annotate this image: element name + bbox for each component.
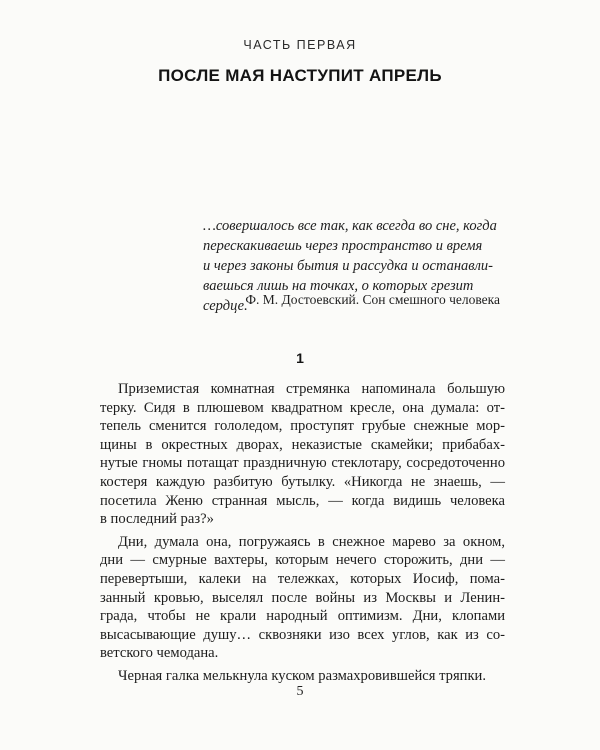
text-line: терку. Сидя в плюшевом квадратном кресле, она думала: от- [100,399,505,416]
body-text [100,380,505,686]
text-line: щины в окрестных дворах, неказистые скамейки; прибабах- [100,436,505,453]
text-line: перевертыши, калеки на тележках, которых Иосиф, пома- [100,570,505,587]
paragraph [100,667,505,686]
chapter-title: ПОСЛЕ МАЯ НАСТУПИТ АПРЕЛЬ [158,66,442,85]
text-line: Черная галка мелькнула куском размахровившейся тряпки. [118,667,487,684]
text-line: посетила Женю странная мысль, — когда видишь человека [100,492,505,509]
text-line: Приземистая комнатная стремянка напоминала большую [118,381,505,397]
section-number: 1 [296,350,304,366]
epigraph-line: сердце. [203,298,248,314]
text-line: Дни, думала она, погружаясь в снежное марево за окном, [118,533,505,550]
text-line: костеря каждую разбитую бутылку. «Никогда не знаешь, — [100,473,505,490]
epigraph-line: перескакиваешь через пространство и время [203,238,483,254]
text-line: града, чтобы не крали народный оптимизм. Дни, клопами [100,608,505,625]
text-line: занный кровью, выселял после войны из Москвы и Ленин- [100,589,505,606]
epigraph-attribution: Ф. М. Достоевский. Сон смешного человека [245,292,500,307]
paragraph [100,533,505,663]
text-line: в последний раз?» [100,511,214,528]
text-line: ветского чемодана. [100,645,219,662]
paragraph [100,380,505,529]
epigraph-line: и через законы бытия и рассудка и останавли- [203,258,493,274]
text-line: нутые гномы потащат праздничную стеклотару, сосредоточенно [100,455,505,472]
text-line: тепель сменится гололедом, проступят грубые снежные мор- [100,418,505,435]
epigraph-line: …совершалось все так, как всегда во сне, когда [203,218,497,234]
epigraph-line: ваешься лишь на точках, о которых грезит [203,278,474,294]
text-line: дни — смурные вахтеры, которым нечего сторожить, дни — [100,552,505,569]
page-number: 5 [296,684,304,699]
part-label: ЧАСТЬ ПЕРВАЯ [243,38,357,52]
text-line: высасывающие душу… сквозняки изо всех углов, как из со- [100,626,505,643]
